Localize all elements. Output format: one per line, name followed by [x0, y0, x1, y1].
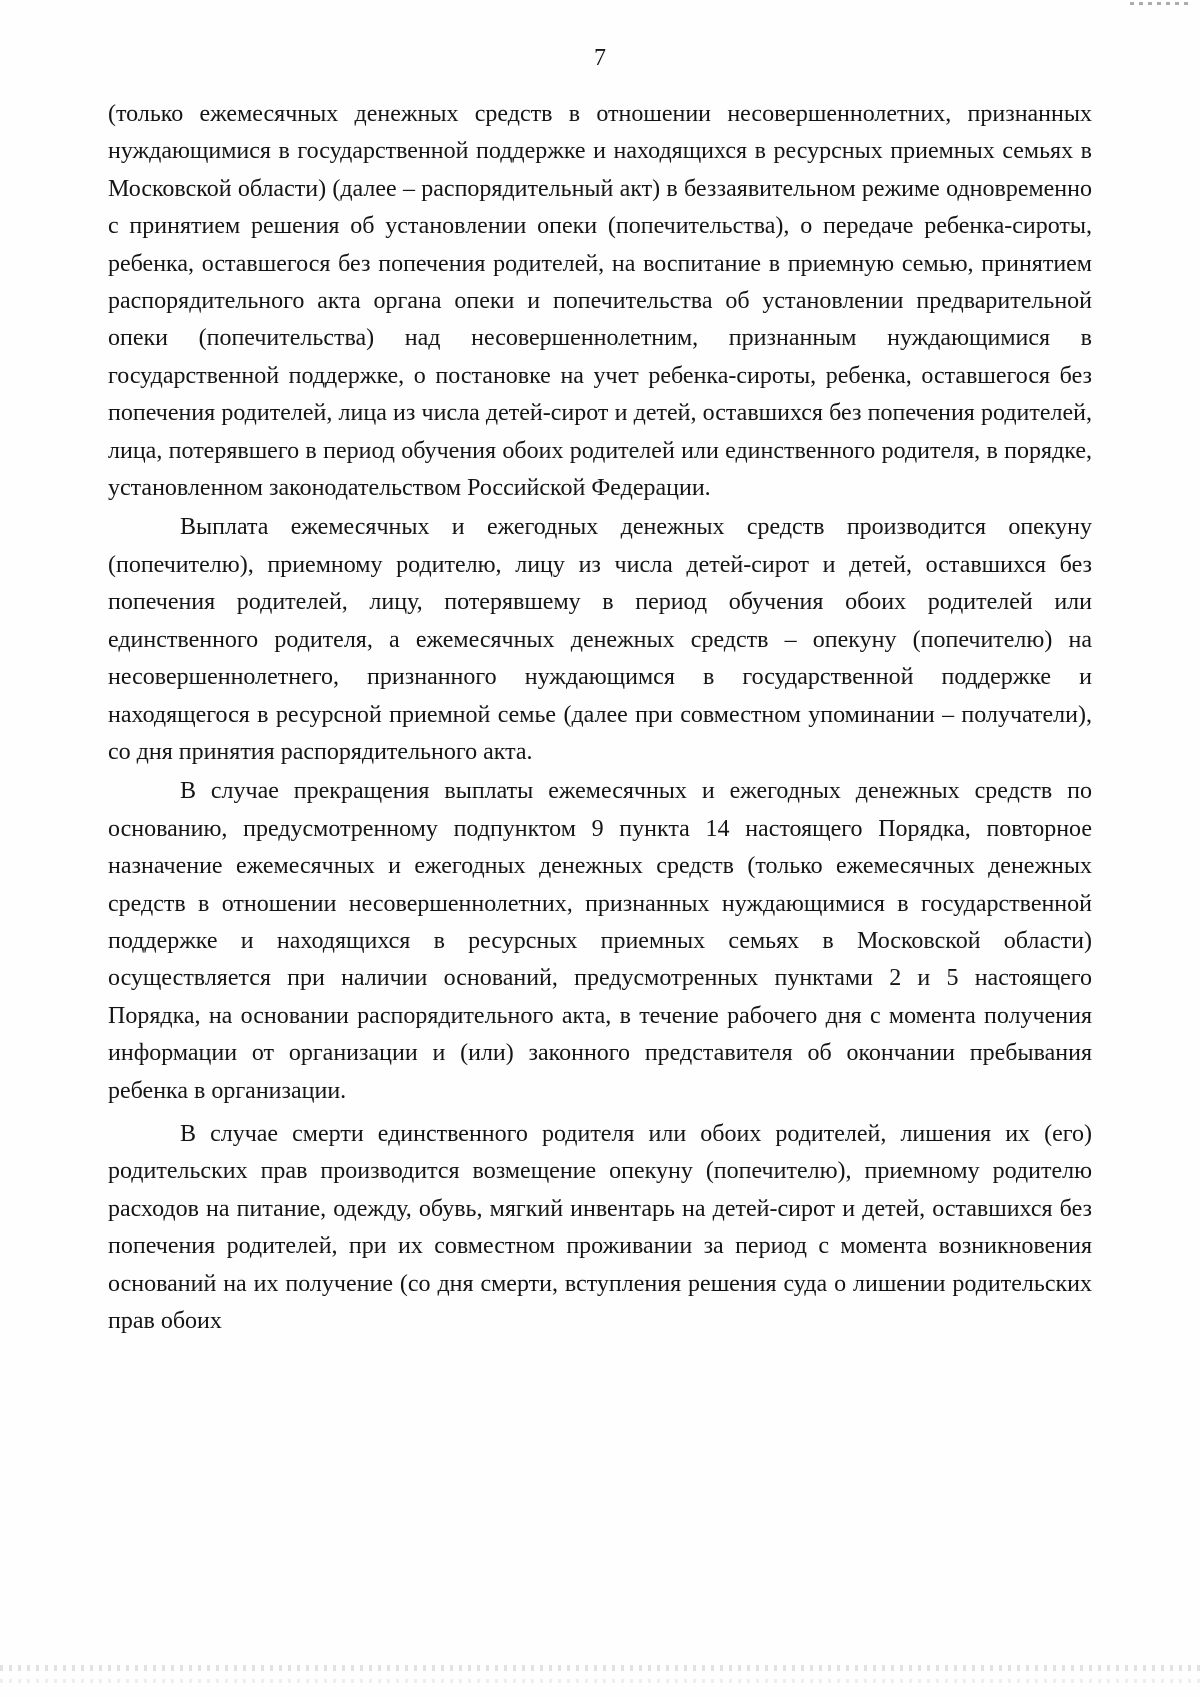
scan-noise-line — [0, 1665, 1200, 1671]
document-body — [108, 96, 1092, 1340]
page-number: 7 — [594, 45, 606, 71]
paragraph-reimbursement: В случае смерти единственного родителя или обоих родителей, лишения их (его) родительских прав производится возмещение опекуну (попечителю), приемному родителю расходов на питание, одежду, обувь, мягкий инвентарь на детей-сирот и детей, оставшихся без попечения родителей, при их совместном проживании за период с момента возникновения оснований на их получение (со дня смерти, вступления решения суда о лишении родительских прав обоих — [108, 1120, 1092, 1334]
scan-corner-mark — [1130, 2, 1190, 5]
paragraph-continuation: (только ежемесячных денежных средств в отношении несовершеннолетних, признанных нуждающимися в государственной поддержке и находящихся в ресурсных приемных семьях в Московской области) (далее – распорядительный акт) в беззаявительном режиме одновременно с принятием решения об установлении опеки (попечительства), о передаче ребенка-сироты, ребенка, оставшегося без попечения родителей, на воспитание в приемную семью, принятием распорядительного акта органа опеки и попечительства об установлении предварительной опеки (попечительства) над несовершеннолетним, признанным нуждающимися в государственной поддержке, о постановке на учет ребенка-сироты, ребенка, оставшегося без попечения родителей, лица из числа детей-сирот и детей, оставшихся без попечения родителей, лица, потерявшего в период обучения обоих родителей или единственного родителя, в порядке, установленном законодательством Российской Федерации. — [108, 101, 1092, 502]
scan-noise-line-secondary — [0, 1679, 1200, 1683]
paragraph-termination: В случае прекращения выплаты ежемесячных и ежегодных денежных средств по основанию, предусмотренному подпунктом 9 пункта 14 настоящего Порядка, повторное назначение ежемесячных и ежегодных денежных средств (только ежемесячных денежных средств в отношении несовершеннолетних, признанных нуждающимися в государственной поддержке и находящихся в ресурсных приемных семьях в Московской области) осуществляется при наличии оснований, предусмотренных пунктами 2 и 5 настоящего Порядка, на основании распорядительного акта, в течение рабочего дня с момента получения информации от организации и (или) законного представителя об окончании пребывания ребенка в организации. — [108, 778, 1092, 1104]
paragraph-payment: Выплата ежемесячных и ежегодных денежных средств производится опекуну (попечителю), приемному родителю, лицу из числа детей-сирот и детей, оставшихся без попечения родителей, лицу, потерявшему в период обучения обоих родителей или единственного родителя, а ежемесячных денежных средств – опекуну (попечителю) на несовершеннолетнего, признанного нуждающимся в государственной поддержке и находящегося в ресурсной приемной семье (далее при совместном упоминании – получатели), со дня принятия распорядительного акта. — [108, 514, 1092, 765]
